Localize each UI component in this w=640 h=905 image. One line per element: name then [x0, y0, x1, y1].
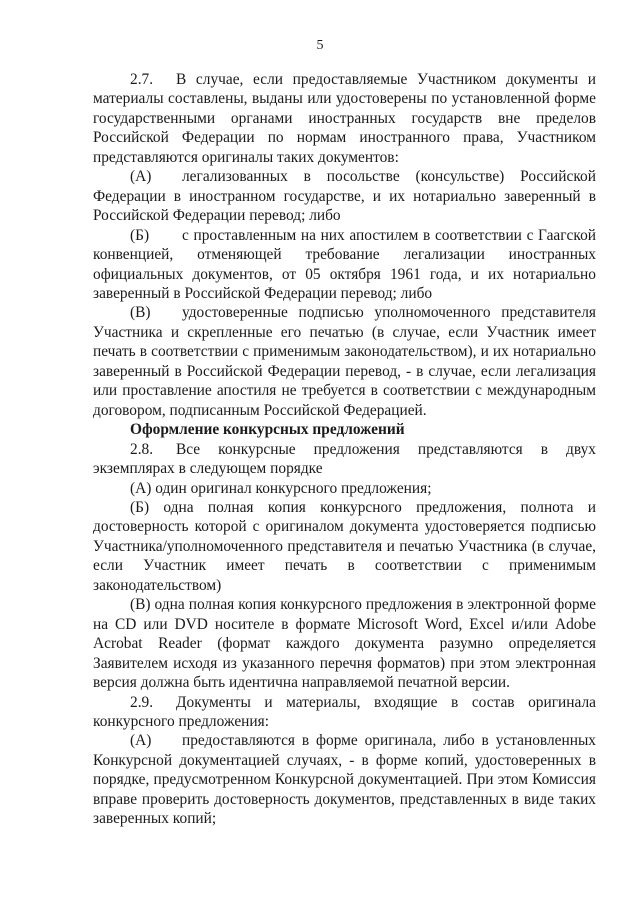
paragraph-2-9-a [93, 731, 596, 828]
section-heading: Оформление конкурсных предложений [130, 421, 405, 439]
clause-text: Все конкурсные предложения представляются в двух экземплярах в следующем порядке [93, 440, 596, 478]
paragraph-2-8-a: (А) один оригинал конкурсного предложения; [130, 479, 432, 497]
clause-text: В случае, если предоставляемые Участником документы и материалы составлены, выданы или удостоверены по установленной форме государственными органами иностранных государств вне пределов Российской Федерации по нормам иностранного права, Участником представляются оригиналы таких документов: [93, 71, 596, 166]
paragraph-2-8-v: (В) одна полная копия конкурсного предложения в электронной форме на CD или DVD носителе в формате Microsoft Word, Excel и/или Adobe Acrobat Reader (формат каждого документа разумно определяется Заявителем исходя из указанного перечня форматов) при этом электронная версия должна быть идентична направляемой печатной версии. [93, 596, 596, 692]
item-label: (А) [130, 168, 152, 186]
item-label: (А) [130, 732, 152, 750]
clause-number: 2.8. [130, 440, 154, 458]
clause-number: 2.9. [130, 693, 154, 711]
paragraph-2-8 [93, 440, 596, 479]
page-number: 5 [316, 38, 324, 53]
paragraph-2-9 [93, 693, 596, 732]
paragraph-2-7-v [93, 303, 596, 420]
item-text: предоставляются в форме оригинала, либо в установленных Конкурсной документацией случаях, - в форме копий, удостоверенных в порядке, предусмотренном Конкурсной документацией. При этом Комиссия вправе проверить достоверность документов, представленных в виде таких заверенных копий; [93, 732, 596, 828]
item-label: (Б) [130, 226, 150, 244]
clause-text: Документы и материалы, входящие в состав оригинала конкурсного предложения: [93, 693, 596, 730]
paragraph-2-8-b: (Б) одна полная копия конкурсного предложения, полнота и достоверность которой с оригиналом документа удостоверяется подписью Участника/уполномоченного представителя и печатью Участника (в случае, если Участник имеет печать в соответствии с применимым законодательством) [93, 498, 596, 594]
item-text: с проставленным на них апостилем в соответствии с Гаагской конвенцией, отменяющей требование легализации иностранных официальных документов, от 05 октября 1961 года, и их нотариально заверенный в Российской Федерации перевод; либо [93, 226, 596, 302]
paragraph-2-7-b [93, 226, 596, 304]
clause-number: 2.7. [130, 71, 154, 88]
item-label: (В) [130, 304, 151, 322]
item-text: легализованных в посольстве (консульстве) Российской Федерации в иностранном государстве, и их нотариально заверенный в Российской Федерации перевод; либо [93, 168, 596, 225]
item-text: удостоверенные подписью уполномоченного представителя Участника и скрепленные его печатью (в случае, если Участник имеет печать в соответствии с применимым законодательством), и их нотариально заверенный в Российской Федерации перевод, - в случае, если легализация или проставление апостиля не требуется в соответствии с международным договором, подписанным Российской Федерацией. [93, 304, 596, 419]
paragraph-2-7-a [93, 167, 596, 225]
document-body [93, 70, 596, 829]
paragraph-2-7 [93, 70, 596, 167]
